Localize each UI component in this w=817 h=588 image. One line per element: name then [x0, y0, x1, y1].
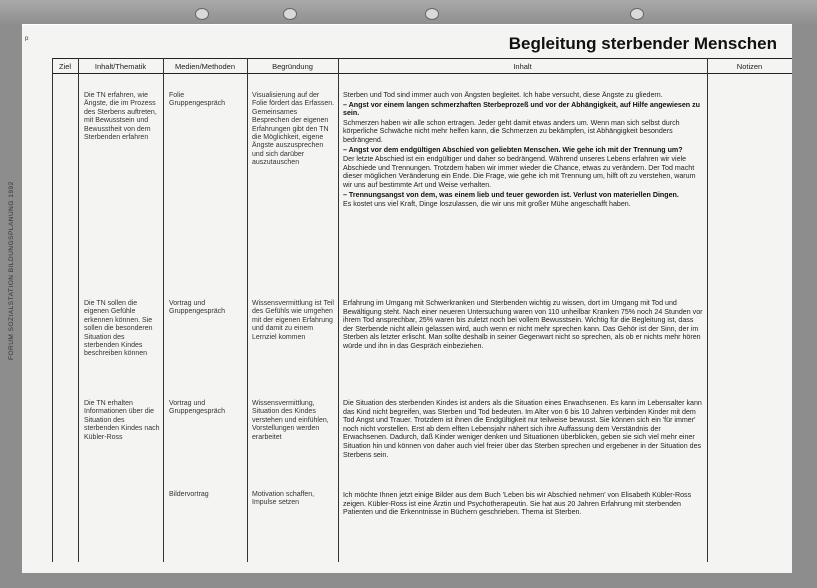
row-1-begruendung: Visualisierung auf der Folie fördert das Erfassen. Gemeinsames Besprechen der eigenen Erfahrungen gibt den TN die Möglichkeit, eigene Ängste auszusprechen und sich darüber auszutauschen — [252, 92, 335, 167]
page-title: Begleitung sterbender Menschen — [508, 34, 777, 53]
header-begruendung: Begründung — [272, 62, 313, 71]
paragraph-heading: – Angst vor einem langen schmerzhaften Sterbeprozeß und vor der Abhängigkeit, auf Hilfe angewiesen zu sein. — [343, 100, 700, 118]
header-ziel: Ziel — [58, 62, 72, 71]
row-2-begruendung: Wissensvermittlung ist Teil des Gefühls wie umgehen mit der eigenen Erfahrung und damit zu einem Lernziel kommen — [252, 300, 334, 341]
punch-hole — [425, 8, 439, 20]
paragraph: Erfahrung im Umgang mit Schwerkranken und Sterbenden wichtig zu wissen, dort im Umgang mit Tod und Bewältigung steht. Nach einer neueren Untersuchung waren von 110 unheilbar Kranken 75% noch 24 Stunden vor ihrem Tod ansprechbar, 25% waren bis zuletzt noch bei vollem Bewusstsein. Wichtig für die Begleitung ist, dass der Sterbende nicht allein gelassen wird, auch wenn er nicht mehr sprechen kann. Das Gehör ist der Sinn, der im Sterben als letzter erlischt. Man sollte deshalb in seiner Gegenwart nicht so sprechen, als ob er nichts mehr hören würde und ihn in das Gespräch einbeziehen. — [343, 299, 703, 350]
punch-hole — [630, 8, 644, 20]
paragraph: Der letzte Abschied ist ein endgültiger und daher so bedrängend. Während unseres Lebens erfahren wir viele Abschiede und Trennungen. Trotzdem haben wir immer wieder die Chance, etwas zu verändern. Der Tod macht dieser möglichen Veränderung ein Ende. Die Frage, wie gehe ich mit Trennung um, hilft oft zu verstehen, warum wir uns auf bestimmte Art und Weise verhalten. — [343, 155, 696, 189]
row-4-inhalt — [343, 491, 704, 518]
row-3-medien: Vortrag und Gruppengespräch — [169, 400, 226, 416]
table-border — [52, 58, 53, 562]
paragraph-heading: – Trennungsangst von dem, was einem lieb und teuer geworden ist. Verlust von materiellen Dingen. — [343, 190, 679, 199]
row-3-thematik: Die TN erhalten Informationen über die Situation des sterbenden Kindes nach Kübler-Ross — [84, 400, 160, 441]
row-1-inhalt — [343, 91, 704, 210]
paragraph-heading: – Angst vor dem endgültigen Abschied von geliebten Menschen. Wie gehe ich mit der Trennung um? — [343, 145, 683, 154]
header-thematik: Inhalt/Thematik — [94, 62, 147, 71]
table-divider — [338, 58, 339, 562]
row-2-medien: Vortrag und Gruppengespräch — [169, 300, 226, 316]
row-2-inhalt — [343, 299, 704, 352]
scan-right-edge — [792, 24, 817, 588]
header-medien: Medien/Methoden — [174, 62, 236, 71]
side-footer-text: FORUM SOZIALSTATION BILDUNGSPLANUNG 1992 — [8, 181, 15, 360]
paragraph: Ich möchte Ihnen jetzt einige Bilder aus dem Buch 'Leben bis wir Abschied nehmen' von Elisabeth Kübler-Ross zeigen. Kübler-Ross ist eine Ärztin und Psychotherapeutin. Sie hat aus 20 Jahren Erfahrung mit sterbenden Patienten und die Erkenntnisse in Büchern geschrieben. Thema ist Sterben. — [343, 491, 692, 517]
scan-top-strip — [0, 0, 817, 24]
table-divider — [247, 58, 248, 562]
paragraph: Schmerzen haben wir alle schon ertragen. Jeder geht damit etwas anders um. Wenn man sich selbst durch körperliche Schwäche nicht mehr helfen kann, die Schmerzen zu bekämpfen, ist Abhängigkeit besonders bedrängend. — [343, 118, 680, 144]
punch-hole — [283, 8, 297, 20]
row-2-thematik: Die TN sollen die eigenen Gefühle erkennen können. Sie sollen die besonderen Situation des sterbenden Kindes beschreiben können — [84, 300, 153, 358]
paragraph: Die Situation des sterbenden Kindes ist anders als die Situation eines Erwachsenen. Es kann im Lebensalter kann das Kind nicht begreifen, was Sterben und Tod bedeuten. Im Alter von 6 bis 10 Jahren verbinden Kinder mit dem Tod Angst und Trauer. Trotzdem ist ihnen die Endgültigkeit nur teilweise bewusst. Sie können sich ein 'für immer' noch nicht vorstellen. Erst ab dem elften Lebensjahr nähert sich ihre Auffassung dem Verständnis der Erwachsenen. Dadurch, daß Kinder weniger denken und Situationen überblicken, geben sie sich viel mehr einer Situation hin und können von daher auch viel freier über das Sterben sprechen und ergebener in der Situation des Sterbens sein. — [343, 399, 702, 459]
row-4-medien: Bildervortrag — [169, 491, 209, 498]
table-divider — [707, 58, 708, 562]
row-1-thematik: Die TN erfahren, wie Ängste, die im Prozess des Sterbens auftreten, mit Bewusstsein und Bewusstheit von dem Sterbenden erfahren — [84, 92, 157, 142]
paragraph: Sterben und Tod sind immer auch von Ängsten begleitet. Ich habe versucht, diese Ängste zu gliedern. — [343, 91, 663, 99]
header-notizen: Notizen — [736, 62, 763, 71]
page-mark: ᵖ — [25, 34, 29, 44]
table-divider — [163, 58, 164, 562]
table-divider — [78, 58, 79, 562]
row-3-begruendung: Wissensvermittlung, Situation des Kindes verstehen und einfühlen, Vorstellungen werden erarbeitet — [252, 400, 329, 441]
row-1-medien: Folie Gruppengespräch — [169, 92, 226, 108]
row-3-inhalt — [343, 399, 704, 460]
header-inhalt: Inhalt — [513, 62, 532, 71]
punch-hole — [195, 8, 209, 20]
row-4-begruendung: Motivation schaffen, Impulse setzen — [252, 491, 315, 507]
paragraph: Es kostet uns viel Kraft, Dinge loszulassen, die wir uns mit großer Mühe angeschafft haben. — [343, 200, 631, 209]
